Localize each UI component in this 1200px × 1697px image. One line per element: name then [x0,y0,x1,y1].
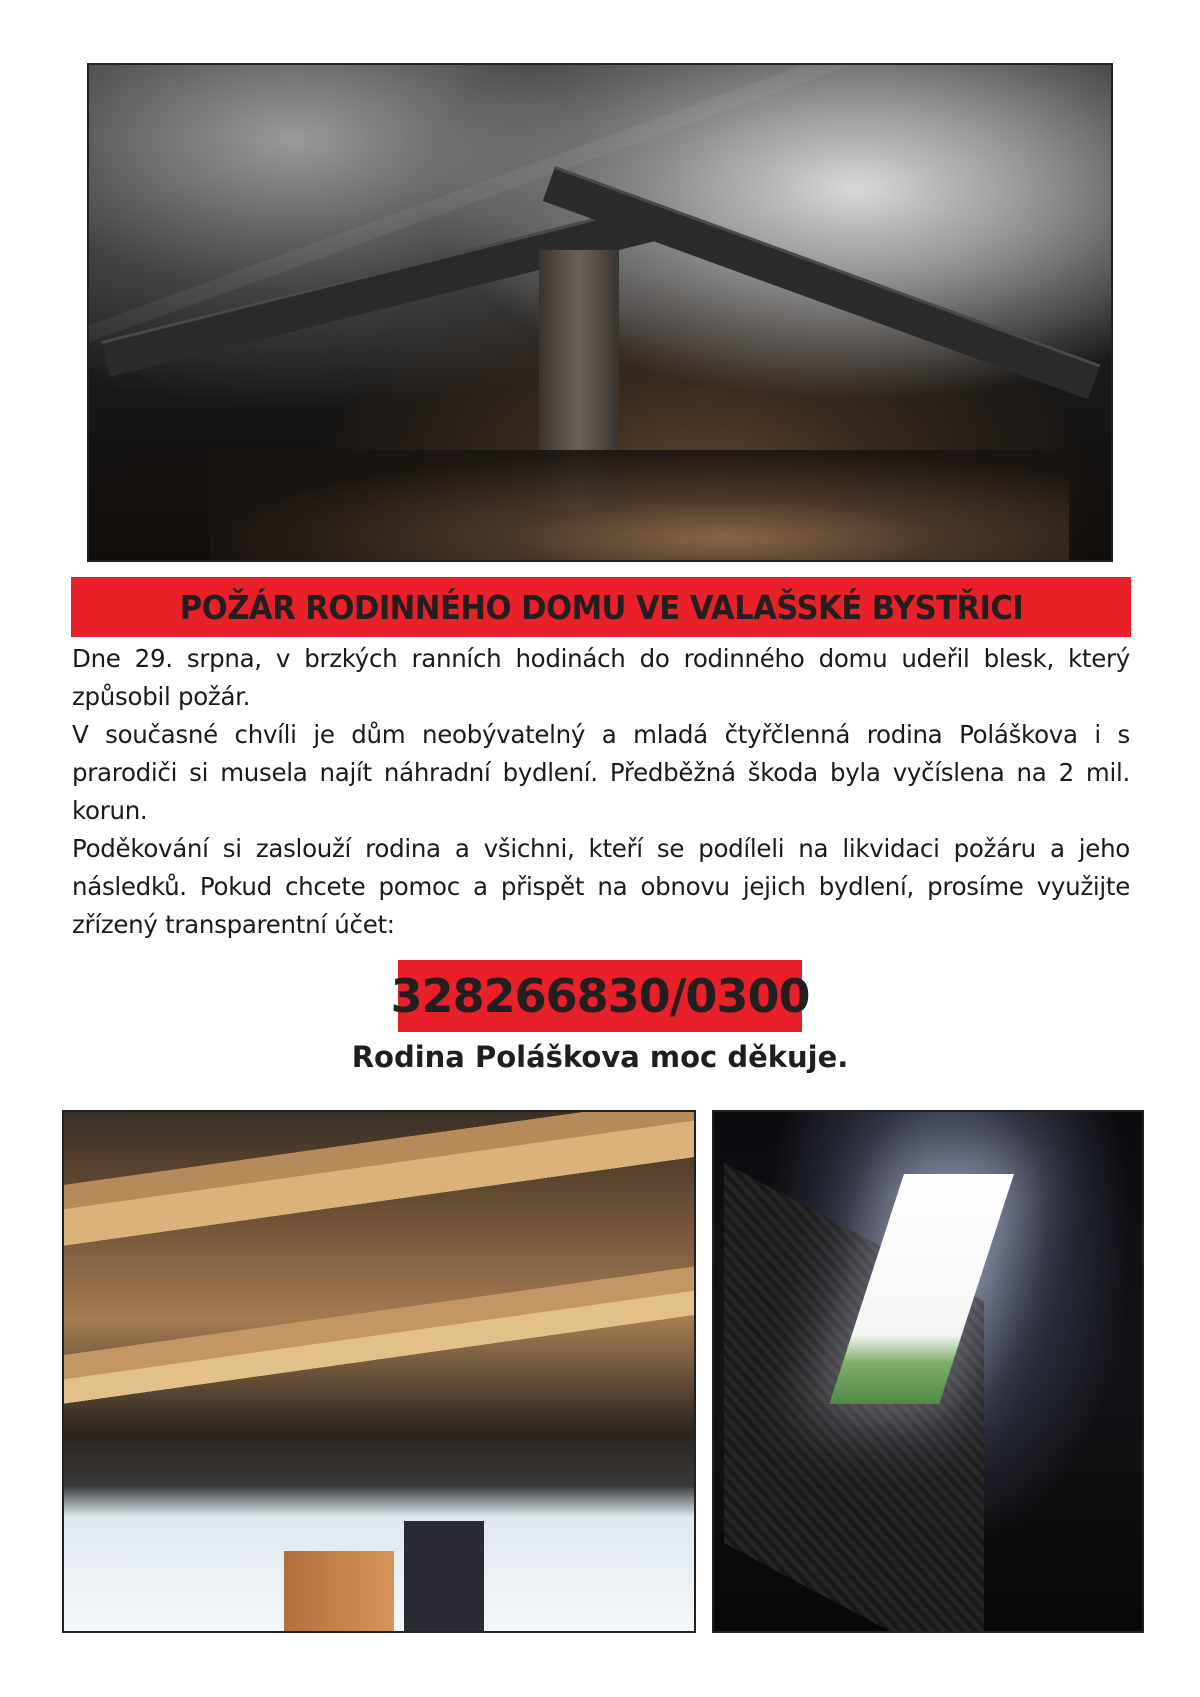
article-body [72,640,1130,944]
bank-account-number: 328266830/0300 [390,969,810,1023]
cabinet [284,1551,394,1631]
thank-you-note: Rodina Poláškova moc děkuje. [351,1040,849,1074]
photo-ceiling-beams [62,1110,696,1633]
photo-burned-attic [87,63,1113,562]
account-number-banner [390,960,810,1032]
rafter-right [543,166,1101,399]
debris [209,450,1069,560]
headline-banner [71,577,1131,637]
page-title: POŽÁR RODINNÉHO DOMU VE VALAŠSKÉ BYSTŘICI [179,587,1023,627]
paragraph-3: Poděkování si zaslouží rodina a všichni, kteří se podíleli na likvidaci požáru a jeho následků. Pokud chcete pomoc a přispět na obnovu jejich bydlení, prosíme využijte zřízený transparentní účet: [72,834,1130,939]
paragraph-2: V současné chvíli je dům neobývatelný a mladá čtyřčlenná rodina Poláškova i s prarodiči si musela najít náhradní bydlení. Předběžná škoda byla vyčíslena na 2 mil. korun. [72,720,1130,825]
paragraph-1: Dne 29. srpna, v brzkých ranních hodinách do rodinného domu udeřil blesk, který způsobil požár. [72,644,1130,711]
doorway [404,1521,484,1631]
photo-roof-window [712,1110,1144,1633]
